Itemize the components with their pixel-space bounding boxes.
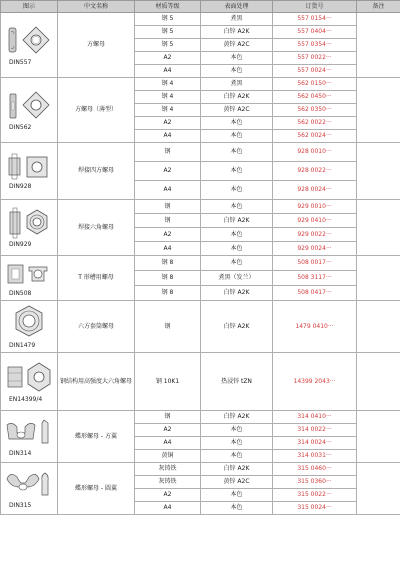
material-cell: 钢 <box>135 301 201 353</box>
material-cell: 灰铸铁 <box>135 463 201 476</box>
product-figure <box>1 463 58 515</box>
order-number-cell: 562 0024··· <box>273 130 357 143</box>
order-number-cell: 557 0154··· <box>273 13 357 26</box>
product-figure <box>1 78 58 143</box>
material-cell: A2 <box>135 228 201 242</box>
table-row <box>1 143 400 162</box>
order-number-cell: 929 0022··· <box>273 228 357 242</box>
surface-cell: 本色 <box>201 489 273 502</box>
note-cell <box>357 301 400 353</box>
order-number-cell: 929 0410··· <box>273 214 357 228</box>
surface-cell: 热浸锌 tZN <box>201 353 273 411</box>
thin-square-nut-icon <box>2 89 56 123</box>
material-cell: 钢 5 <box>135 13 201 26</box>
product-name: T 形槽用螺母 <box>58 256 135 301</box>
product-name: 蝶形螺母 - 方翼 <box>58 411 135 463</box>
surface-cell: 白锌 A2K <box>201 214 273 228</box>
note-cell <box>357 78 400 143</box>
order-number-cell: 562 0150··· <box>273 78 357 91</box>
order-number-cell: 557 0022··· <box>273 52 357 65</box>
order-number-cell: 508 0017··· <box>273 256 357 271</box>
product-name: 钢结构用高强度大六角螺母 <box>58 353 135 411</box>
order-number-cell: 562 0350··· <box>273 104 357 117</box>
order-number-cell: 508 3117··· <box>273 271 357 286</box>
table-row <box>1 301 400 353</box>
standard-code: DIN508 <box>9 289 32 297</box>
weld-hex-nut-icon <box>2 206 56 240</box>
wing-nut-round-icon <box>2 467 56 501</box>
material-cell: 钢 4 <box>135 78 201 91</box>
material-cell: 钢 <box>135 411 201 424</box>
t-slot-nut-icon <box>2 259 56 289</box>
order-number-cell: 928 0024··· <box>273 181 357 200</box>
material-cell: A4 <box>135 502 201 515</box>
standard-code: DIN315 <box>9 502 32 509</box>
standard-code: DIN1479 <box>9 342 36 349</box>
surface-cell: 黄锌 A2C <box>201 104 273 117</box>
material-cell: 钢 <box>135 214 201 228</box>
note-cell <box>357 353 400 411</box>
material-cell: 灰铸铁 <box>135 476 201 489</box>
surface-cell: 煮黑（发兰） <box>201 271 273 286</box>
surface-cell: 本色 <box>201 424 273 437</box>
table-row <box>1 463 400 476</box>
surface-cell: 白锌 A2K <box>201 286 273 301</box>
order-number-cell: 557 0354··· <box>273 39 357 52</box>
material-cell: 钢 8 <box>135 286 201 301</box>
order-number-cell: 928 0022··· <box>273 162 357 181</box>
table-row <box>1 256 400 271</box>
material-cell: A4 <box>135 65 201 78</box>
order-number-cell: 562 0022··· <box>273 117 357 130</box>
material-cell: 钢 5 <box>135 26 201 39</box>
product-figure <box>1 256 58 301</box>
header-surface: 表面处理 <box>201 1 273 13</box>
order-number-cell: 928 0010··· <box>273 143 357 162</box>
order-number-cell: 562 0450··· <box>273 91 357 104</box>
header-material: 材质等级 <box>135 1 201 13</box>
surface-cell: 白锌 A2K <box>201 411 273 424</box>
material-cell: A4 <box>135 437 201 450</box>
note-cell <box>357 256 400 301</box>
order-number-cell: 315 0460··· <box>273 463 357 476</box>
order-number-cell: 508 0417··· <box>273 286 357 301</box>
surface-cell: 黄锌 A2C <box>201 476 273 489</box>
note-cell <box>357 13 400 78</box>
surface-cell: 本色 <box>201 450 273 463</box>
product-figure <box>1 143 58 200</box>
material-cell: A2 <box>135 117 201 130</box>
material-cell: 黄铜 <box>135 450 201 463</box>
order-number-cell: 315 0024··· <box>273 502 357 515</box>
product-figure <box>1 353 58 411</box>
order-number-cell: 315 0022··· <box>273 489 357 502</box>
material-cell: 钢 10K1 <box>135 353 201 411</box>
surface-cell: 本色 <box>201 162 273 181</box>
order-number-cell: 929 0024··· <box>273 242 357 256</box>
material-cell: 钢 4 <box>135 104 201 117</box>
surface-cell: 白锌 A2K <box>201 26 273 39</box>
product-name: 六方套筒螺母 <box>58 301 135 353</box>
product-name: 焊接六角螺母 <box>58 200 135 256</box>
standard-code: DIN928 <box>9 182 32 190</box>
surface-cell: 煮黑 <box>201 13 273 26</box>
surface-cell: 本色 <box>201 242 273 256</box>
product-name: 方螺母（薄型） <box>58 78 135 143</box>
surface-cell: 本色 <box>201 437 273 450</box>
surface-cell: 本色 <box>201 200 273 214</box>
note-cell <box>357 200 400 256</box>
product-figure <box>1 411 58 463</box>
surface-cell: 本色 <box>201 117 273 130</box>
header-figure: 图示 <box>1 1 58 13</box>
material-cell: A2 <box>135 424 201 437</box>
order-number-cell: 557 0024··· <box>273 65 357 78</box>
header-row <box>1 1 400 13</box>
surface-cell: 本色 <box>201 228 273 242</box>
surface-cell: 白锌 A2K <box>201 91 273 104</box>
material-cell: A2 <box>135 489 201 502</box>
material-cell: A4 <box>135 130 201 143</box>
material-cell: 钢 8 <box>135 256 201 271</box>
order-number-cell: 557 0404··· <box>273 26 357 39</box>
order-number-cell: 315 0360··· <box>273 476 357 489</box>
material-cell: A4 <box>135 242 201 256</box>
product-figure <box>1 200 58 256</box>
table-row <box>1 353 400 411</box>
standard-code: EN14399/4 <box>9 396 43 403</box>
table-row <box>1 411 400 424</box>
surface-cell: 本色 <box>201 130 273 143</box>
order-number-cell: 314 0410··· <box>273 411 357 424</box>
order-number-cell: 14399 2043··· <box>273 353 357 411</box>
material-cell: A4 <box>135 181 201 200</box>
material-cell: A2 <box>135 162 201 181</box>
table-row <box>1 78 400 91</box>
standard-code: DIN557 <box>9 58 32 66</box>
surface-cell: 本色 <box>201 52 273 65</box>
note-cell <box>357 463 400 515</box>
standard-code: DIN562 <box>9 123 32 131</box>
material-cell: 钢 5 <box>135 39 201 52</box>
product-figure <box>1 301 58 353</box>
surface-cell: 煮黑 <box>201 78 273 91</box>
standard-code: DIN929 <box>9 241 32 248</box>
surface-cell: 本色 <box>201 143 273 162</box>
weld-square-nut-icon <box>2 152 56 182</box>
heavy-hex-nut-icon <box>2 359 56 395</box>
header-note: 备注 <box>357 1 400 13</box>
product-figure <box>1 13 58 78</box>
order-number-cell: 314 0022··· <box>273 424 357 437</box>
product-name: 焊接四方螺母 <box>58 143 135 200</box>
material-cell: 钢 4 <box>135 91 201 104</box>
material-cell: A2 <box>135 52 201 65</box>
table-row <box>1 200 400 214</box>
material-cell: 钢 <box>135 200 201 214</box>
order-number-cell: 314 0024··· <box>273 437 357 450</box>
product-name: 蝶形螺母 - 圆翼 <box>58 463 135 515</box>
material-cell: 钢 <box>135 143 201 162</box>
surface-cell: 本色 <box>201 65 273 78</box>
surface-cell: 本色 <box>201 181 273 200</box>
wing-nut-square-icon <box>2 415 56 449</box>
surface-cell: 黄锌 A2C <box>201 39 273 52</box>
surface-cell: 本色 <box>201 502 273 515</box>
note-cell <box>357 411 400 463</box>
order-number-cell: 929 0010··· <box>273 200 357 214</box>
square-nut-icon <box>2 24 56 58</box>
surface-cell: 白锌 A2K <box>201 463 273 476</box>
header-order: 订货号 <box>273 1 357 13</box>
order-number-cell: 1479 0410··· <box>273 301 357 353</box>
table-row <box>1 13 400 26</box>
surface-cell: 白锌 A2K <box>201 301 273 353</box>
hex-sleeve-nut-icon <box>2 303 56 341</box>
note-cell <box>357 143 400 200</box>
standard-code: DIN314 <box>9 450 32 457</box>
header-name: 中文名称 <box>58 1 135 13</box>
surface-cell: 本色 <box>201 256 273 271</box>
material-cell: 钢 8 <box>135 271 201 286</box>
product-name: 方螺母 <box>58 13 135 78</box>
order-number-cell: 314 0031··· <box>273 450 357 463</box>
